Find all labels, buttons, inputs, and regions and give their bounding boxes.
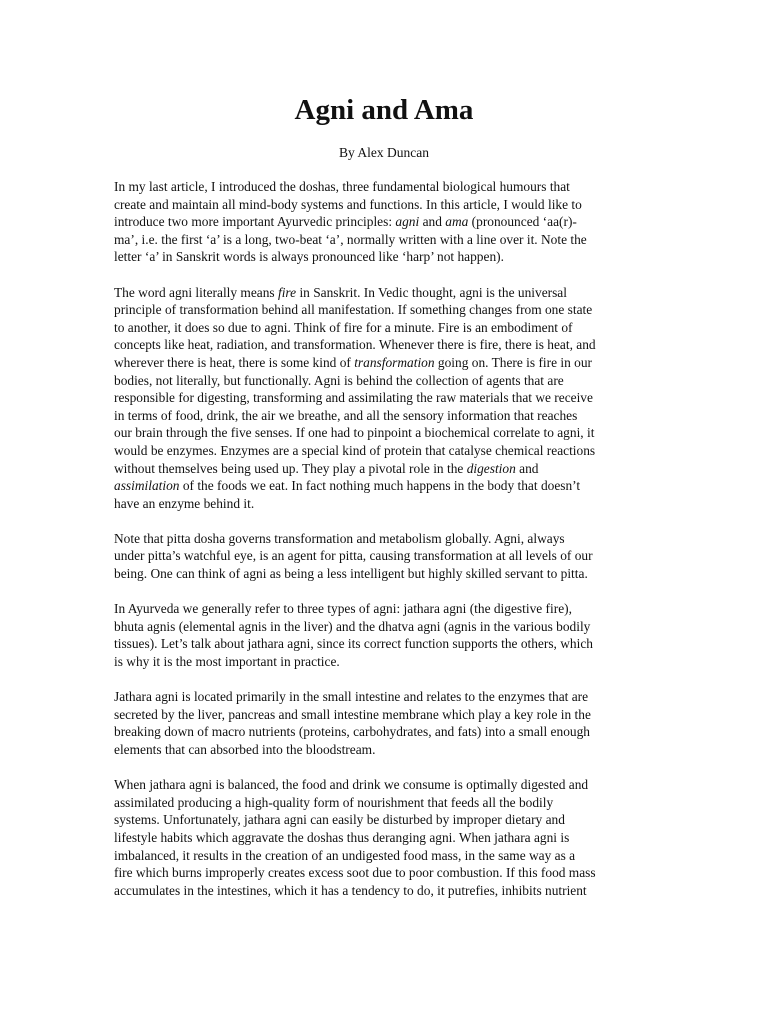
- text-line: [114, 213, 659, 231]
- text-line: systems. Unfortunately, jathara agni can easily be disturbed by improper dietary and: [114, 812, 565, 828]
- text-line: [114, 460, 659, 478]
- italic-term-agni: agni: [395, 214, 420, 230]
- paragraph-agni-types: [114, 600, 659, 670]
- text-line: tissues). Let’s talk about jathara agni, since its correct function supports the others, which: [114, 636, 593, 652]
- text-line: breaking down of macro nutrients (proteins, carbohydrates, and fats) into a small enough: [114, 724, 590, 740]
- text-run: and: [419, 214, 446, 230]
- text-line: bodies, not literally, but functionally. Agni is behind the collection of agents that are: [114, 372, 564, 388]
- text-line: fire which burns improperly creates excess soot due to poor combustion. If this food mass: [114, 865, 596, 881]
- text-line: ma’, i.e. the first ‘a’ is a long, two-beat ‘a’, normally written with a line over it. Note the: [114, 231, 587, 247]
- text-line: secreted by the liver, pancreas and small intestine membrane which play a key role in the: [114, 706, 591, 722]
- text-line: [114, 354, 659, 372]
- text-line: [114, 477, 659, 495]
- text-line: When jathara agni is balanced, the food and drink we consume is optimally digested and: [114, 777, 589, 793]
- text-run: of the foods we eat. In fact nothing much happens in the body that doesn’t: [179, 478, 581, 494]
- text-line: to another, it does so due to agni. Think of fire for a minute. Fire is an embodiment of: [114, 319, 573, 335]
- text-line: bhuta agnis (elemental agnis in the liver) and the dhatva agni (agnis in the various bodily: [114, 618, 591, 634]
- text-run: The word agni literally means: [114, 284, 278, 300]
- text-line: accumulates in the intestines, which it has a tendency to do, it putrefies, inhibits nutrient: [114, 882, 587, 898]
- paragraph-agni-meaning: [114, 284, 659, 513]
- text-line: responsible for digesting, transforming and assimilating the raw materials that we receive: [114, 390, 593, 406]
- italic-term-transformation: transformation: [354, 354, 435, 370]
- text-run: and: [515, 460, 539, 476]
- paragraph-jathara-agni: [114, 688, 659, 758]
- text-run: (pronounced ‘aa(r)-: [468, 214, 577, 230]
- text-line: our brain through the five senses. If one had to pinpoint a biochemical correlate to agni, it: [114, 425, 595, 441]
- text-line: elements that can absorbed into the bloodstream.: [114, 742, 376, 757]
- text-line: concepts like heat, radiation, and transformation. Whenever there is fire, there is heat, and: [114, 337, 596, 353]
- paragraph-pitta: [114, 530, 659, 583]
- text-run: without themselves being used up. They play a pivotal role in the: [114, 460, 467, 476]
- italic-term-assimilation: assimilation: [114, 478, 180, 494]
- paragraph-balance: [114, 776, 659, 899]
- italic-term-fire: fire: [277, 284, 297, 300]
- text-run: introduce two more important Ayurvedic principles:: [114, 214, 396, 230]
- text-line: have an enzyme behind it.: [114, 495, 255, 511]
- text-line: being. One can think of agni as being a less intelligent but highly skilled servant to pitta.: [114, 566, 588, 582]
- text-line: [114, 284, 659, 302]
- text-line: letter ‘a’ in Sanskrit words is always pronounced like ‘harp’ not happen).: [114, 249, 504, 265]
- text-line: in terms of food, drink, the air we breathe, and all the sensory information that reaches: [114, 407, 578, 423]
- paragraph-intro: [114, 178, 659, 266]
- document-title: Agni and Ama: [294, 94, 474, 126]
- text-line: is why it is the most important in practice.: [114, 654, 340, 670]
- text-line: create and maintain all mind-body systems and functions. In this article, I would like to: [114, 196, 582, 212]
- document-body: [114, 178, 659, 917]
- text-line: imbalanced, it results in the creation of an undigested food mass, in the same way as a: [114, 847, 576, 863]
- text-run: going on. There is fire in our: [434, 354, 592, 370]
- text-line: lifestyle habits which aggravate the doshas thus deranging agni. When jathara agni is: [114, 829, 570, 845]
- text-line: under pitta’s watchful eye, is an agent for pitta, causing transformation at all levels of our: [114, 548, 593, 564]
- italic-term-ama: ama: [445, 214, 469, 230]
- text-run: in Sanskrit. In Vedic thought, agni is the universal: [296, 284, 567, 300]
- document-byline: By Alex Duncan: [339, 145, 429, 160]
- text-line: assimilated producing a high-quality form of nourishment that feeds all the bodily: [114, 794, 554, 810]
- text-line: Jathara agni is located primarily in the small intestine and relates to the enzymes that are: [114, 689, 589, 705]
- text-line: In my last article, I introduced the doshas, three fundamental biological humours that: [114, 179, 570, 194]
- text-line: Note that pitta dosha governs transformation and metabolism globally. Agni, always: [114, 530, 565, 546]
- text-run: wherever there is heat, there is some kind of: [114, 354, 355, 370]
- italic-term-digestion: digestion: [466, 460, 516, 476]
- text-line: In Ayurveda we generally refer to three types of agni: jathara agni (the digestive fire),: [114, 601, 572, 617]
- text-line: principle of transformation behind all manifestation. If something changes from one state: [114, 302, 593, 318]
- text-line: would be enzymes. Enzymes are a special kind of protein that catalyse chemical reactions: [114, 442, 596, 458]
